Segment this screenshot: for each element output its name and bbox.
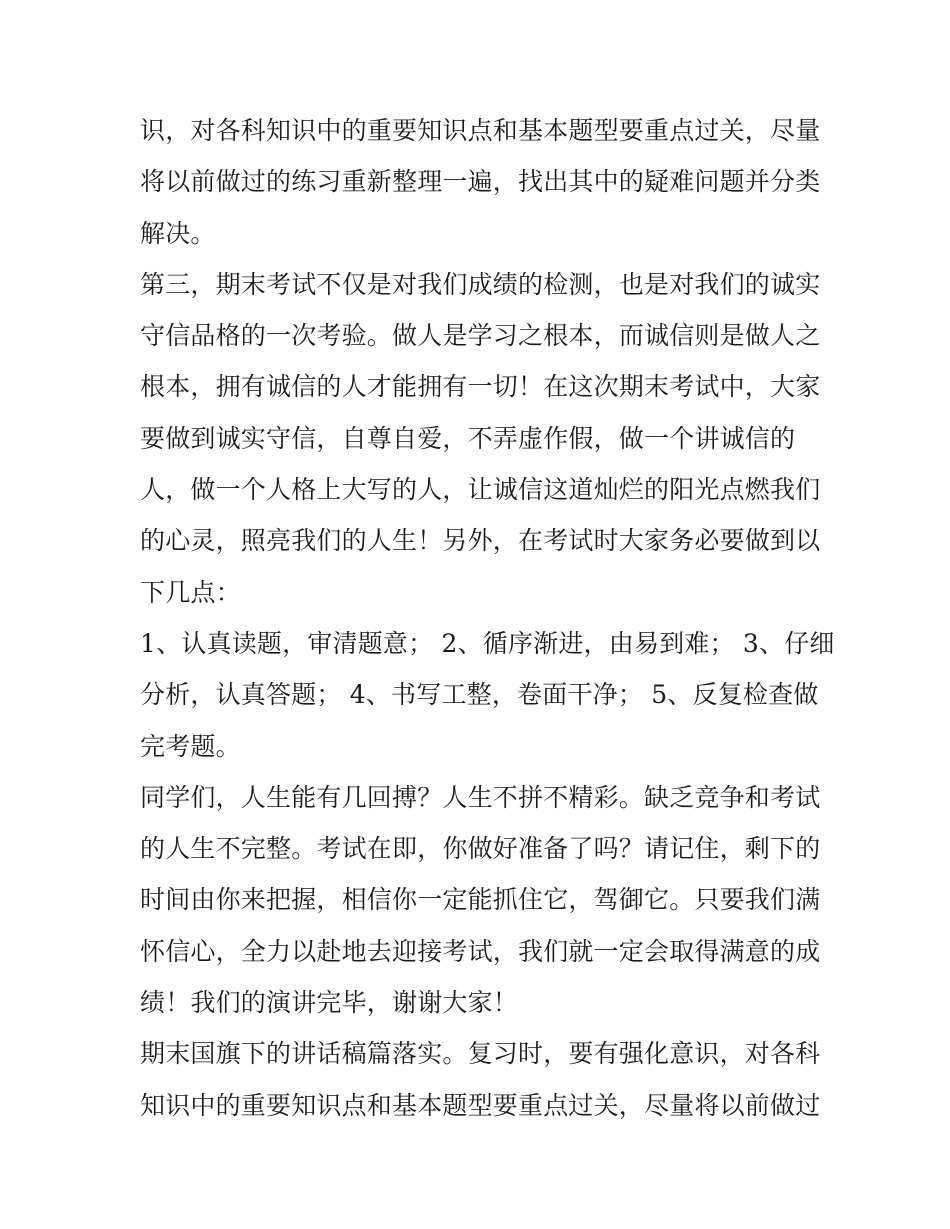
text-line: 期末国旗下的讲话稿篇落实。复习时，要有强化意识，对各科 <box>140 1039 821 1069</box>
text-line: 分析，认真答题； 4、书写工整，卷面干净； 5、反复检查做 <box>140 680 819 710</box>
text-line: 解决。 <box>140 218 216 248</box>
text-line: 根本，拥有诚信的人才能拥有一切！在这次期末考试中，大家 <box>140 372 821 402</box>
text-line: 绩！我们的演讲完毕，谢谢大家！ <box>140 988 519 1018</box>
text-line: 将以前做过的练习重新整理一遍，找出其中的疑难问题并分类 <box>140 167 821 197</box>
text-line: 要做到诚实守信，自尊自爱，不弄虚作假，做一个讲诚信的 <box>140 423 796 453</box>
document-body <box>140 105 835 1131</box>
text-line: 的心灵，照亮我们的人生！另外，在考试时大家务必要做到以 <box>140 526 821 556</box>
text-line: 知识中的重要知识点和基本题型要重点过关，尽量将以前做过 <box>140 1090 821 1120</box>
text-line: 人，做一个人格上大写的人，让诚信这道灿烂的阳光点燃我们 <box>140 475 821 505</box>
text-line: 第三，期末考试不仅是对我们成绩的检测，也是对我们的诚实 <box>140 269 821 299</box>
text-line: 下几点： <box>140 577 241 607</box>
text-line: 1、认真读题，审清题意； 2、循序渐进，由易到难； 3、仔细 <box>140 628 835 658</box>
text-line: 的人生不完整。考试在即，你做好准备了吗？请记住，剩下的 <box>140 834 821 864</box>
text-line: 同学们，人生能有几回搏？人生不拼不精彩。缺乏竞争和考试 <box>140 782 821 812</box>
text-line: 完考题。 <box>140 731 241 761</box>
text-line: 怀信心，全力以赴地去迎接考试，我们就一定会取得满意的成 <box>140 936 821 966</box>
text-line: 识，对各科知识中的重要知识点和基本题型要重点过关，尽量 <box>140 116 821 145</box>
text-line: 时间由你来把握，相信你一定能抓住它，驾御它。只要我们满 <box>140 885 821 915</box>
text-line: 守信品格的一次考验。做人是学习之根本，而诚信则是做人之 <box>140 321 821 351</box>
